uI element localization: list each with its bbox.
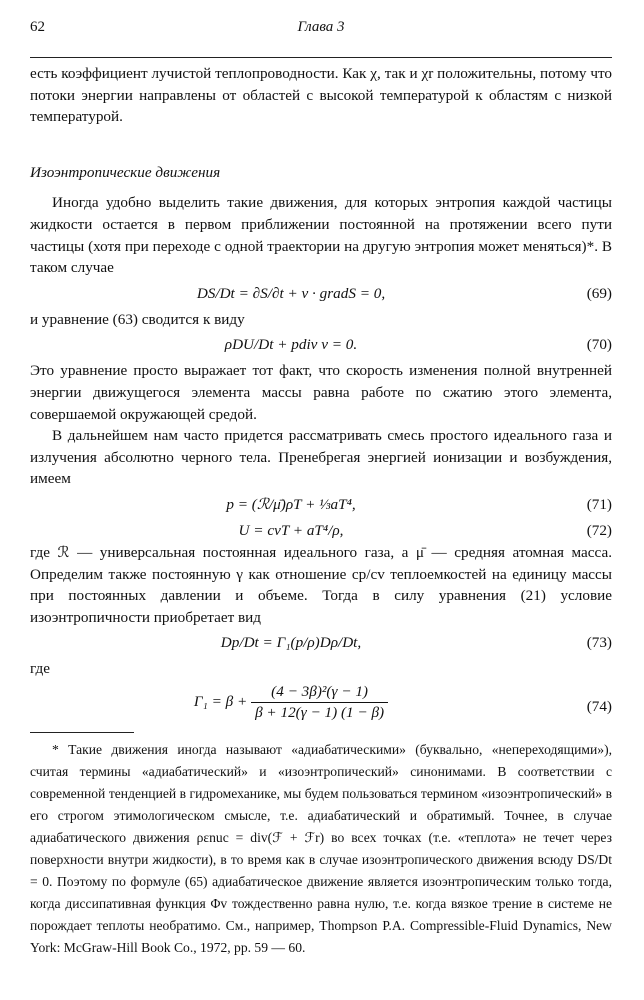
header-rule	[30, 57, 612, 58]
equation-formula	[30, 682, 552, 723]
chapter-title: Глава 3	[297, 19, 345, 35]
equation-number: (72)	[586, 521, 612, 539]
equation-73	[30, 628, 612, 658]
main-text	[30, 63, 612, 736]
equation-number: (70)	[586, 336, 612, 354]
equation-number: (73)	[586, 634, 612, 652]
equation-number: (69)	[586, 284, 612, 302]
footnote-text: * Такие движения иногда называют «адиабатическими» (буквально, «непереходящими»), считая термины «адиабатический» и «изоэнтропический» синонимами. В соответствии с современной тенденцией в гидромеханике, мы будем пользоваться термином «изоэнтропический» в его строгом этимологическом смысле, т.е. адиабатический и обратимый. Точнее, в случае адиабатического движения ρεnuc = div(ℱ + ℱr) во всех точках (т.е. «теплота» не течет через поверхности внутри жидкости), в то время как в случае изоэнтропического движения всюду DS/Dt = 0. Поэтому по формуле (65) адиабатическое движение является изоэнтропическим только тогда, когда диссипативная функция Φv тождественно равна нулю, т.е. когда вязкое трение в системе не порождает теплоты необратимо. См., например, Thompson P.A. Compressible-Fluid Dynamics, New York: McGraw-Hill Book Co., 1972, pp. 59 — 60.	[30, 742, 612, 955]
equation-formula: DS/Dt = ∂S/∂t + v · gradS = 0,	[196, 284, 386, 302]
equation-72	[30, 516, 612, 542]
equation-69	[30, 279, 612, 309]
paragraph: Это уравнение просто выражает тот факт, что скорость изменения полной внутренней энергии движущегося элемента массы равна работе по сжатию этого элемента, совершаемой окружающей средой.	[30, 362, 612, 423]
paragraph: где ℛ — универсальная постоянная идеального газа, а μ̄ — средняя атомная масса. Определим также постоянную γ как отношение cp/cv теплоемкостей на единицу массы при постоянных давлении и объеме. Тогда в силу уравнения (21) условие изоэнтропичности приобретает вид	[30, 543, 612, 626]
equation-number: (74)	[586, 698, 612, 716]
paragraph: и уравнение (63) сводится к виду	[30, 310, 245, 328]
fraction	[251, 682, 388, 723]
equation-formula: p = (ℛ/μ̄)ρT + ⅓aT⁴,	[226, 495, 356, 513]
section-title: Изоэнтропические движения	[30, 163, 221, 181]
equation-70	[30, 330, 612, 360]
footnote	[30, 739, 612, 959]
fraction-numerator: (4 − 3β)²(γ − 1)	[251, 682, 388, 703]
page-number: 62	[30, 19, 45, 35]
equation-formula: Dp/Dt = Γ₁(p/ρ)Dρ/Dt,	[220, 634, 362, 652]
equation-number: (71)	[586, 495, 612, 513]
equation-71	[30, 490, 612, 516]
paragraph: Иногда удобно выделить такие движения, для которых энтропия каждой частицы жидкости остается в первом приближении постоянной на протяжении всего пути частицы (хотя при переходе с одной траектории на другую энтропия может меняться)*. В таком случае	[30, 194, 612, 277]
paragraph: В дальнейшем нам часто придется рассматривать смесь простого идеального газа и излучения абсолютно черного тела. Пренебрегая энергией ионизации и возбуждения, имеем	[30, 427, 612, 488]
equation-lhs: Γ₁ = β +	[193, 693, 248, 711]
equation-formula: U = cvT + aT⁴/ρ,	[238, 521, 344, 539]
equation-formula: ρDU/Dt + pdiv v = 0.	[224, 336, 358, 354]
page-header	[30, 19, 612, 39]
paragraph: есть коэффициент лучистой теплопроводности. Как χ, так и χr положительны, потому что потоки энергии направлены от областей с высокой температурой к областям с низкой температурой.	[30, 65, 612, 126]
equation-74	[30, 682, 612, 736]
fraction-denominator: β + 12(γ − 1) (1 − β)	[255, 704, 385, 722]
footnote-rule	[30, 732, 134, 733]
paragraph: где	[30, 660, 50, 678]
